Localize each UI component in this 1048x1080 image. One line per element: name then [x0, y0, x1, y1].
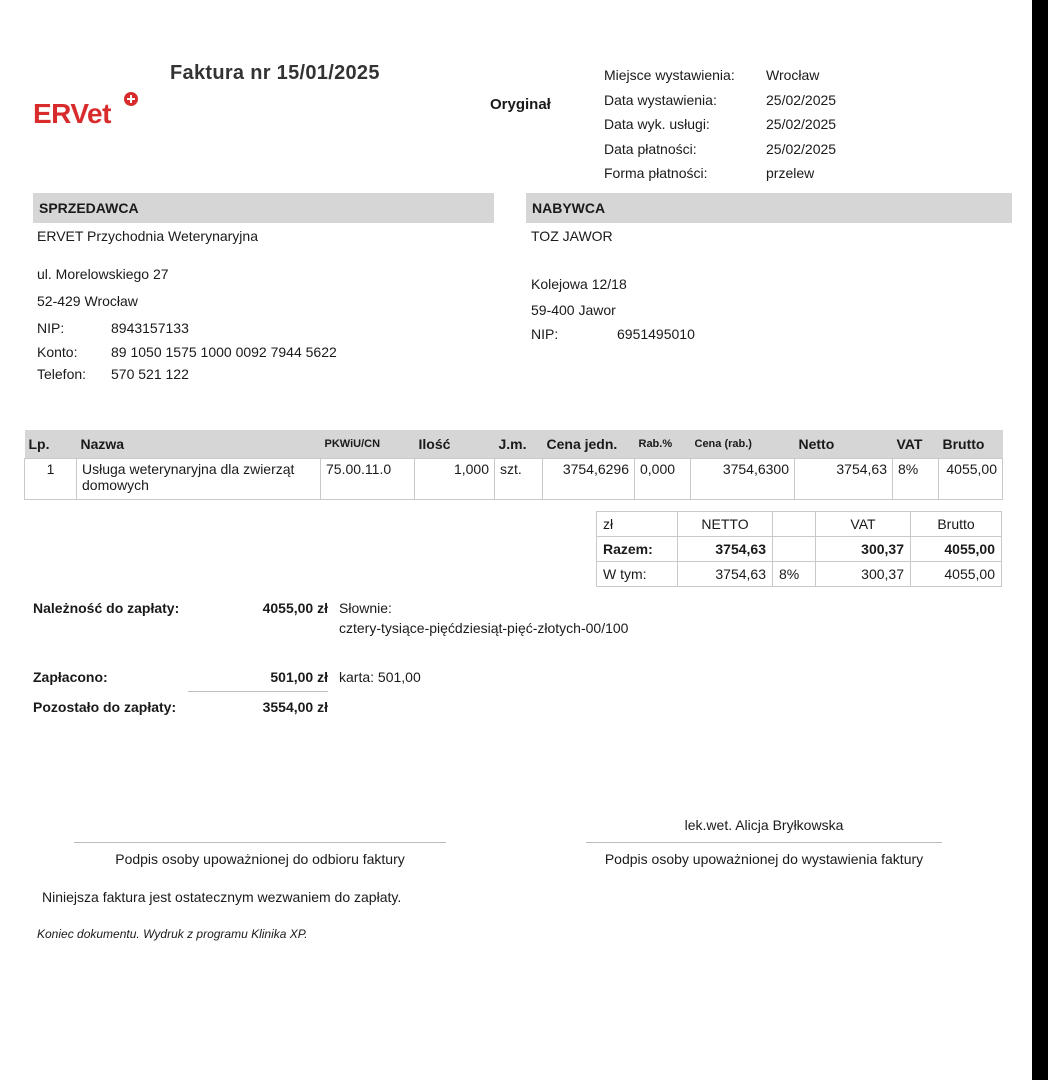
cell-vat: 8%	[893, 459, 939, 500]
summary-header-row	[597, 512, 1002, 537]
words-label: Słownie:	[339, 600, 392, 616]
seller-account-row	[37, 344, 337, 360]
sum-total-label: Razem:	[597, 537, 678, 562]
paid-method: karta: 501,00	[339, 669, 421, 685]
col-discount: Rab.%	[635, 430, 691, 459]
seller-account-label: Konto:	[37, 344, 78, 360]
issuer-signature-caption: Podpis osoby upoważnionej do wystawienia faktury	[604, 851, 924, 867]
original-label: Oryginał	[490, 96, 551, 113]
meta-label: Data płatności:	[604, 140, 697, 157]
sum-h-net: NETTO	[678, 512, 773, 537]
due-label: Należność do zapłaty:	[33, 600, 180, 616]
plus-cross-icon	[124, 92, 138, 106]
paid-label: Zapłacono:	[33, 669, 108, 685]
logo-vet: Vet	[70, 98, 111, 129]
seller-phone: 570 521 122	[111, 366, 189, 382]
seller-heading: SPRZEDAWCA	[33, 193, 494, 223]
meta-row	[604, 112, 836, 137]
receiver-signature-line	[74, 842, 446, 843]
seller-street: ul. Morelowskiego 27	[37, 266, 169, 282]
meta-row	[604, 137, 836, 162]
meta-value: 25/02/2025	[766, 91, 837, 108]
sum-total-vat: 300,37	[816, 537, 911, 562]
buyer-nip-label: NIP:	[531, 326, 559, 342]
summary-table	[596, 511, 1002, 587]
meta-label: Miejsce wystawienia:	[604, 67, 735, 83]
cell-qty: 1,000	[415, 459, 495, 500]
sum-h-gross: Brutto	[911, 512, 1002, 537]
buyer-nip: 6951495010	[617, 326, 695, 342]
meta-value: Wrocław	[766, 67, 820, 83]
seller-nip-label: NIP:	[37, 320, 65, 336]
invoice-meta	[604, 63, 836, 186]
company-logo	[33, 98, 111, 130]
sum-incl-net: 3754,63	[678, 562, 773, 587]
meta-row	[604, 88, 836, 113]
page-edge	[1032, 0, 1048, 1080]
divider	[188, 691, 328, 692]
paid-amount: 501,00 zł	[270, 669, 328, 685]
cell-pkwiu: 75.00.11.0	[321, 459, 415, 500]
sum-total-rate	[773, 537, 816, 562]
meta-value: 25/02/2025	[766, 116, 837, 132]
cell-gross: 4055,00	[939, 459, 1003, 500]
cell-lp: 1	[25, 459, 77, 500]
seller-phone-row	[37, 366, 189, 382]
logo-er: ER	[33, 98, 71, 129]
col-gross: Brutto	[939, 430, 1003, 459]
sum-total-gross: 4055,00	[911, 537, 1002, 562]
buyer-name: TOZ JAWOR	[531, 228, 613, 244]
seller-name: ERVET Przychodnia Weterynaryjna	[37, 228, 258, 244]
col-name: Nazwa	[77, 430, 321, 459]
col-price-after: Cena (rab.)	[691, 430, 795, 459]
col-pkwiu: PKWiU/CN	[321, 430, 415, 459]
col-qty: Ilość	[415, 430, 495, 459]
seller-account: 89 1050 1575 1000 0092 7944 5622	[111, 344, 337, 360]
receiver-signature-caption: Podpis osoby upoważnionej do odbioru faktury	[115, 851, 405, 867]
remaining-amount: 3554,00 zł	[262, 699, 328, 715]
col-vat: VAT	[893, 430, 939, 459]
seller-phone-label: Telefon:	[37, 366, 87, 382]
issuer-name: lek.wet. Alicja Bryłkowska	[684, 817, 844, 833]
meta-value: 25/02/2025	[766, 140, 837, 157]
col-unit: J.m.	[495, 430, 543, 459]
meta-row	[604, 161, 836, 186]
cell-price-after: 3754,6300	[691, 459, 795, 500]
final-notice: Niniejsza faktura jest ostatecznym wezwaniem do zapłaty.	[42, 889, 402, 905]
cell-name: Usługa weterynaryjna dla zwierząt domowych	[77, 459, 321, 500]
col-net: Netto	[795, 430, 893, 459]
cell-discount: 0,000	[635, 459, 691, 500]
issuer-signature-line	[586, 842, 942, 843]
col-unit-price: Cena jedn.	[543, 430, 635, 459]
items-table	[24, 430, 1003, 500]
meta-row	[604, 63, 836, 88]
meta-value: przelew	[766, 165, 815, 181]
table-row	[25, 459, 1003, 500]
buyer-heading: NABYWCA	[526, 193, 1012, 223]
sum-h-vat: VAT	[816, 512, 911, 537]
due-amount: 4055,00 zł	[262, 600, 328, 616]
buyer-nip-row	[531, 326, 695, 342]
items-header-row	[25, 430, 1003, 459]
remaining-label: Pozostało do zapłaty:	[33, 699, 177, 715]
col-lp: Lp.	[25, 430, 77, 459]
sum-h-rate	[773, 512, 816, 537]
buyer-street: Kolejowa 12/18	[531, 276, 627, 292]
seller-city: 52-429 Wrocław	[37, 293, 138, 309]
sum-h-currency: zł	[597, 512, 678, 537]
document-end-note: Koniec dokumentu. Wydruk z programu Klinika XP.	[37, 927, 308, 941]
summary-incl-row	[597, 562, 1002, 587]
invoice-title: Faktura nr 15/01/2025	[170, 62, 380, 84]
cell-net: 3754,63	[795, 459, 893, 500]
cell-unit-price: 3754,6296	[543, 459, 635, 500]
meta-label: Data wyk. usługi:	[604, 116, 710, 132]
buyer-city: 59-400 Jawor	[531, 302, 616, 318]
seller-nip-row	[37, 320, 189, 336]
sum-total-net: 3754,63	[678, 537, 773, 562]
meta-label: Data wystawienia:	[604, 91, 717, 108]
meta-label: Forma płatności:	[604, 165, 708, 181]
sum-incl-label: W tym:	[597, 562, 678, 587]
sum-incl-rate: 8%	[773, 562, 816, 587]
sum-incl-vat: 300,37	[816, 562, 911, 587]
amount-in-words: cztery-tysiące-pięćdziesiąt-pięć-złotych-00/100	[339, 620, 629, 636]
sum-incl-gross: 4055,00	[911, 562, 1002, 587]
cell-unit: szt.	[495, 459, 543, 500]
summary-total-row	[597, 537, 1002, 562]
seller-nip: 8943157133	[111, 320, 189, 336]
